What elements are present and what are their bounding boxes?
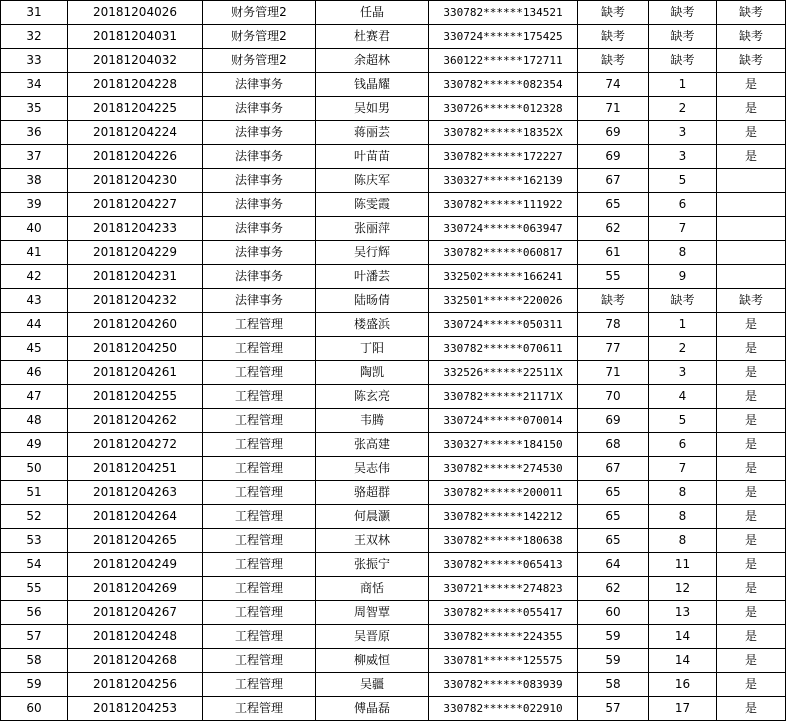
table-row [1,241,786,265]
seq-cell: 51 [1,481,68,505]
name-cell: 余超林 [316,49,429,73]
name-cell: 吴行辉 [316,241,429,265]
score-cell: 缺考 [578,1,649,25]
qualified-cell: 缺考 [717,1,786,25]
qualified-cell: 是 [717,625,786,649]
major-cell: 法律事务 [203,193,316,217]
seq-cell: 37 [1,145,68,169]
major-cell: 工程管理 [203,649,316,673]
name-cell: 张丽萍 [316,217,429,241]
exam-number-cell: 20181204232 [68,289,203,313]
qualified-cell: 是 [717,697,786,721]
major-cell: 法律事务 [203,217,316,241]
id-number-cell: 330327******162139 [429,169,578,193]
rank-cell: 17 [649,697,717,721]
qualified-cell: 是 [717,577,786,601]
table-row [1,409,786,433]
rank-cell: 13 [649,601,717,625]
name-cell: 陈玄亮 [316,385,429,409]
qualified-cell: 是 [717,457,786,481]
table-row [1,25,786,49]
id-number-cell: 332501******220026 [429,289,578,313]
exam-number-cell: 20181204262 [68,409,203,433]
rank-cell: 8 [649,529,717,553]
qualified-cell: 是 [717,409,786,433]
table-row [1,697,786,721]
score-cell: 58 [578,673,649,697]
score-cell: 64 [578,553,649,577]
exam-number-cell: 20181204225 [68,97,203,121]
major-cell: 工程管理 [203,553,316,577]
exam-number-cell: 20181204272 [68,433,203,457]
table-row [1,289,786,313]
score-cell: 68 [578,433,649,457]
rank-cell: 缺考 [649,1,717,25]
score-cell: 65 [578,193,649,217]
major-cell: 工程管理 [203,601,316,625]
exam-number-cell: 20181204229 [68,241,203,265]
rank-cell: 8 [649,241,717,265]
seq-cell: 31 [1,1,68,25]
table-row [1,1,786,25]
qualified-cell: 是 [717,313,786,337]
exam-number-cell: 20181204226 [68,145,203,169]
table-row [1,361,786,385]
qualified-cell: 是 [717,481,786,505]
seq-cell: 41 [1,241,68,265]
name-cell: 叶潘芸 [316,265,429,289]
table-row [1,601,786,625]
seq-cell: 59 [1,673,68,697]
id-number-cell: 332526******22511X [429,361,578,385]
rank-cell: 2 [649,97,717,121]
rank-cell: 8 [649,505,717,529]
qualified-cell: 是 [717,337,786,361]
rank-cell: 16 [649,673,717,697]
id-number-cell: 330327******184150 [429,433,578,457]
major-cell: 工程管理 [203,529,316,553]
seq-cell: 44 [1,313,68,337]
rank-cell: 4 [649,385,717,409]
id-number-cell: 330782******172227 [429,145,578,169]
name-cell: 吴晋原 [316,625,429,649]
major-cell: 财务管理2 [203,49,316,73]
id-number-cell: 330782******082354 [429,73,578,97]
name-cell: 张高建 [316,433,429,457]
table-row [1,457,786,481]
major-cell: 工程管理 [203,361,316,385]
name-cell: 吴如男 [316,97,429,121]
qualified-cell: 是 [717,73,786,97]
major-cell: 法律事务 [203,241,316,265]
name-cell: 陈雯霞 [316,193,429,217]
table-row [1,577,786,601]
seq-cell: 56 [1,601,68,625]
major-cell: 工程管理 [203,433,316,457]
seq-cell: 35 [1,97,68,121]
score-cell: 71 [578,361,649,385]
id-number-cell: 330782******083939 [429,673,578,697]
major-cell: 工程管理 [203,625,316,649]
name-cell: 王双林 [316,529,429,553]
rank-cell: 14 [649,649,717,673]
table-row [1,121,786,145]
score-cell: 77 [578,337,649,361]
id-number-cell: 330782******142212 [429,505,578,529]
major-cell: 工程管理 [203,673,316,697]
exam-number-cell: 20181204233 [68,217,203,241]
table-row [1,193,786,217]
table-row [1,145,786,169]
table-row [1,97,786,121]
table-row [1,73,786,97]
name-cell: 商恬 [316,577,429,601]
name-cell: 韦腾 [316,409,429,433]
exam-number-cell: 20181204228 [68,73,203,97]
qualified-cell: 是 [717,385,786,409]
id-number-cell: 330782******224355 [429,625,578,649]
name-cell: 陶凯 [316,361,429,385]
seq-cell: 60 [1,697,68,721]
name-cell: 丁阳 [316,337,429,361]
major-cell: 工程管理 [203,313,316,337]
exam-number-cell: 20181204230 [68,169,203,193]
rank-cell: 1 [649,313,717,337]
table-row [1,673,786,697]
major-cell: 法律事务 [203,289,316,313]
id-number-cell: 330724******175425 [429,25,578,49]
qualified-cell: 是 [717,529,786,553]
seq-cell: 39 [1,193,68,217]
exam-number-cell: 20181204251 [68,457,203,481]
id-number-cell: 330724******063947 [429,217,578,241]
qualified-cell: 缺考 [717,49,786,73]
rank-cell: 缺考 [649,289,717,313]
rank-cell: 6 [649,433,717,457]
id-number-cell: 330782******18352X [429,121,578,145]
exam-number-cell: 20181204026 [68,1,203,25]
id-number-cell: 330782******111922 [429,193,578,217]
exam-number-cell: 20181204265 [68,529,203,553]
exam-number-cell: 20181204264 [68,505,203,529]
rank-cell: 11 [649,553,717,577]
score-cell: 57 [578,697,649,721]
table-row [1,265,786,289]
rank-cell: 9 [649,265,717,289]
major-cell: 工程管理 [203,697,316,721]
score-cell: 60 [578,601,649,625]
table-row [1,649,786,673]
id-number-cell: 330724******050311 [429,313,578,337]
table-row [1,625,786,649]
major-cell: 法律事务 [203,121,316,145]
seq-cell: 52 [1,505,68,529]
qualified-cell: 是 [717,121,786,145]
seq-cell: 32 [1,25,68,49]
table-row [1,385,786,409]
qualified-cell [717,241,786,265]
name-cell: 蒋丽芸 [316,121,429,145]
qualified-cell: 是 [717,553,786,577]
rank-cell: 3 [649,361,717,385]
id-number-cell: 332502******166241 [429,265,578,289]
score-cell: 59 [578,649,649,673]
score-cell: 65 [578,529,649,553]
id-number-cell: 330782******065413 [429,553,578,577]
table-body [1,1,786,721]
seq-cell: 50 [1,457,68,481]
table-row [1,481,786,505]
score-cell: 61 [578,241,649,265]
seq-cell: 47 [1,385,68,409]
score-cell: 缺考 [578,49,649,73]
score-cell: 67 [578,169,649,193]
rank-cell: 6 [649,193,717,217]
seq-cell: 53 [1,529,68,553]
name-cell: 楼盛浜 [316,313,429,337]
table-row [1,313,786,337]
rank-cell: 2 [649,337,717,361]
seq-cell: 45 [1,337,68,361]
id-number-cell: 330782******200011 [429,481,578,505]
name-cell: 陈庆军 [316,169,429,193]
major-cell: 法律事务 [203,97,316,121]
id-number-cell: 330782******274530 [429,457,578,481]
score-cell: 65 [578,505,649,529]
table-row [1,433,786,457]
id-number-cell: 330724******070014 [429,409,578,433]
seq-cell: 58 [1,649,68,673]
major-cell: 法律事务 [203,145,316,169]
seq-cell: 34 [1,73,68,97]
id-number-cell: 330782******070611 [429,337,578,361]
score-cell: 59 [578,625,649,649]
id-number-cell: 330782******21171X [429,385,578,409]
seq-cell: 36 [1,121,68,145]
exam-number-cell: 20181204227 [68,193,203,217]
table-row [1,505,786,529]
exam-number-cell: 20181204250 [68,337,203,361]
major-cell: 工程管理 [203,577,316,601]
rank-cell: 3 [649,145,717,169]
qualified-cell: 是 [717,601,786,625]
seq-cell: 42 [1,265,68,289]
seq-cell: 48 [1,409,68,433]
seq-cell: 40 [1,217,68,241]
exam-number-cell: 20181204253 [68,697,203,721]
rank-cell: 缺考 [649,49,717,73]
rank-cell: 缺考 [649,25,717,49]
seq-cell: 43 [1,289,68,313]
exam-number-cell: 20181204032 [68,49,203,73]
score-cell: 65 [578,481,649,505]
major-cell: 法律事务 [203,265,316,289]
major-cell: 工程管理 [203,505,316,529]
name-cell: 任晶 [316,1,429,25]
qualified-cell [717,217,786,241]
name-cell: 钱晶耀 [316,73,429,97]
qualified-cell: 是 [717,505,786,529]
qualified-cell [717,265,786,289]
score-cell: 71 [578,97,649,121]
seq-cell: 38 [1,169,68,193]
rank-cell: 5 [649,169,717,193]
major-cell: 工程管理 [203,337,316,361]
score-cell: 62 [578,577,649,601]
exam-number-cell: 20181204260 [68,313,203,337]
exam-number-cell: 20181204248 [68,625,203,649]
exam-number-cell: 20181204255 [68,385,203,409]
major-cell: 工程管理 [203,481,316,505]
qualified-cell: 是 [717,649,786,673]
qualified-cell: 是 [717,361,786,385]
exam-number-cell: 20181204263 [68,481,203,505]
rank-cell: 5 [649,409,717,433]
name-cell: 叶苗苗 [316,145,429,169]
table-row [1,169,786,193]
rank-cell: 3 [649,121,717,145]
score-cell: 69 [578,145,649,169]
table-row [1,553,786,577]
exam-number-cell: 20181204249 [68,553,203,577]
qualified-cell [717,169,786,193]
exam-number-cell: 20181204256 [68,673,203,697]
id-number-cell: 330781******125575 [429,649,578,673]
name-cell: 吴志伟 [316,457,429,481]
seq-cell: 55 [1,577,68,601]
score-cell: 69 [578,409,649,433]
major-cell: 工程管理 [203,385,316,409]
id-number-cell: 330782******022910 [429,697,578,721]
name-cell: 吴疆 [316,673,429,697]
rank-cell: 7 [649,217,717,241]
major-cell: 法律事务 [203,73,316,97]
exam-number-cell: 20181204269 [68,577,203,601]
table-row [1,217,786,241]
id-number-cell: 330782******134521 [429,1,578,25]
rank-cell: 1 [649,73,717,97]
major-cell: 财务管理2 [203,25,316,49]
id-number-cell: 330721******274823 [429,577,578,601]
name-cell: 傅晶磊 [316,697,429,721]
seq-cell: 46 [1,361,68,385]
name-cell: 张振宁 [316,553,429,577]
seq-cell: 54 [1,553,68,577]
major-cell: 工程管理 [203,409,316,433]
id-number-cell: 330782******180638 [429,529,578,553]
major-cell: 工程管理 [203,457,316,481]
seq-cell: 49 [1,433,68,457]
rank-cell: 7 [649,457,717,481]
score-cell: 70 [578,385,649,409]
name-cell: 骆超群 [316,481,429,505]
exam-number-cell: 20181204031 [68,25,203,49]
score-cell: 74 [578,73,649,97]
table-row [1,49,786,73]
name-cell: 周智覃 [316,601,429,625]
name-cell: 何晨灏 [316,505,429,529]
rank-cell: 14 [649,625,717,649]
score-cell: 78 [578,313,649,337]
qualified-cell: 是 [717,673,786,697]
id-number-cell: 330726******012328 [429,97,578,121]
table-row [1,337,786,361]
score-cell: 55 [578,265,649,289]
seq-cell: 57 [1,625,68,649]
id-number-cell: 330782******055417 [429,601,578,625]
name-cell: 柳威恒 [316,649,429,673]
score-cell: 缺考 [578,25,649,49]
seq-cell: 33 [1,49,68,73]
qualified-cell [717,193,786,217]
table-row [1,529,786,553]
exam-number-cell: 20181204231 [68,265,203,289]
exam-number-cell: 20181204261 [68,361,203,385]
qualified-cell: 缺考 [717,25,786,49]
major-cell: 财务管理2 [203,1,316,25]
score-cell: 69 [578,121,649,145]
name-cell: 杜赛君 [316,25,429,49]
major-cell: 法律事务 [203,169,316,193]
qualified-cell: 是 [717,97,786,121]
id-number-cell: 360122******172711 [429,49,578,73]
exam-number-cell: 20181204268 [68,649,203,673]
name-cell: 陆旸倩 [316,289,429,313]
score-cell: 67 [578,457,649,481]
rank-cell: 8 [649,481,717,505]
score-cell: 62 [578,217,649,241]
id-number-cell: 330782******060817 [429,241,578,265]
rank-cell: 12 [649,577,717,601]
exam-number-cell: 20181204267 [68,601,203,625]
qualified-cell: 缺考 [717,289,786,313]
qualified-cell: 是 [717,145,786,169]
score-cell: 缺考 [578,289,649,313]
qualified-cell: 是 [717,433,786,457]
exam-number-cell: 20181204224 [68,121,203,145]
